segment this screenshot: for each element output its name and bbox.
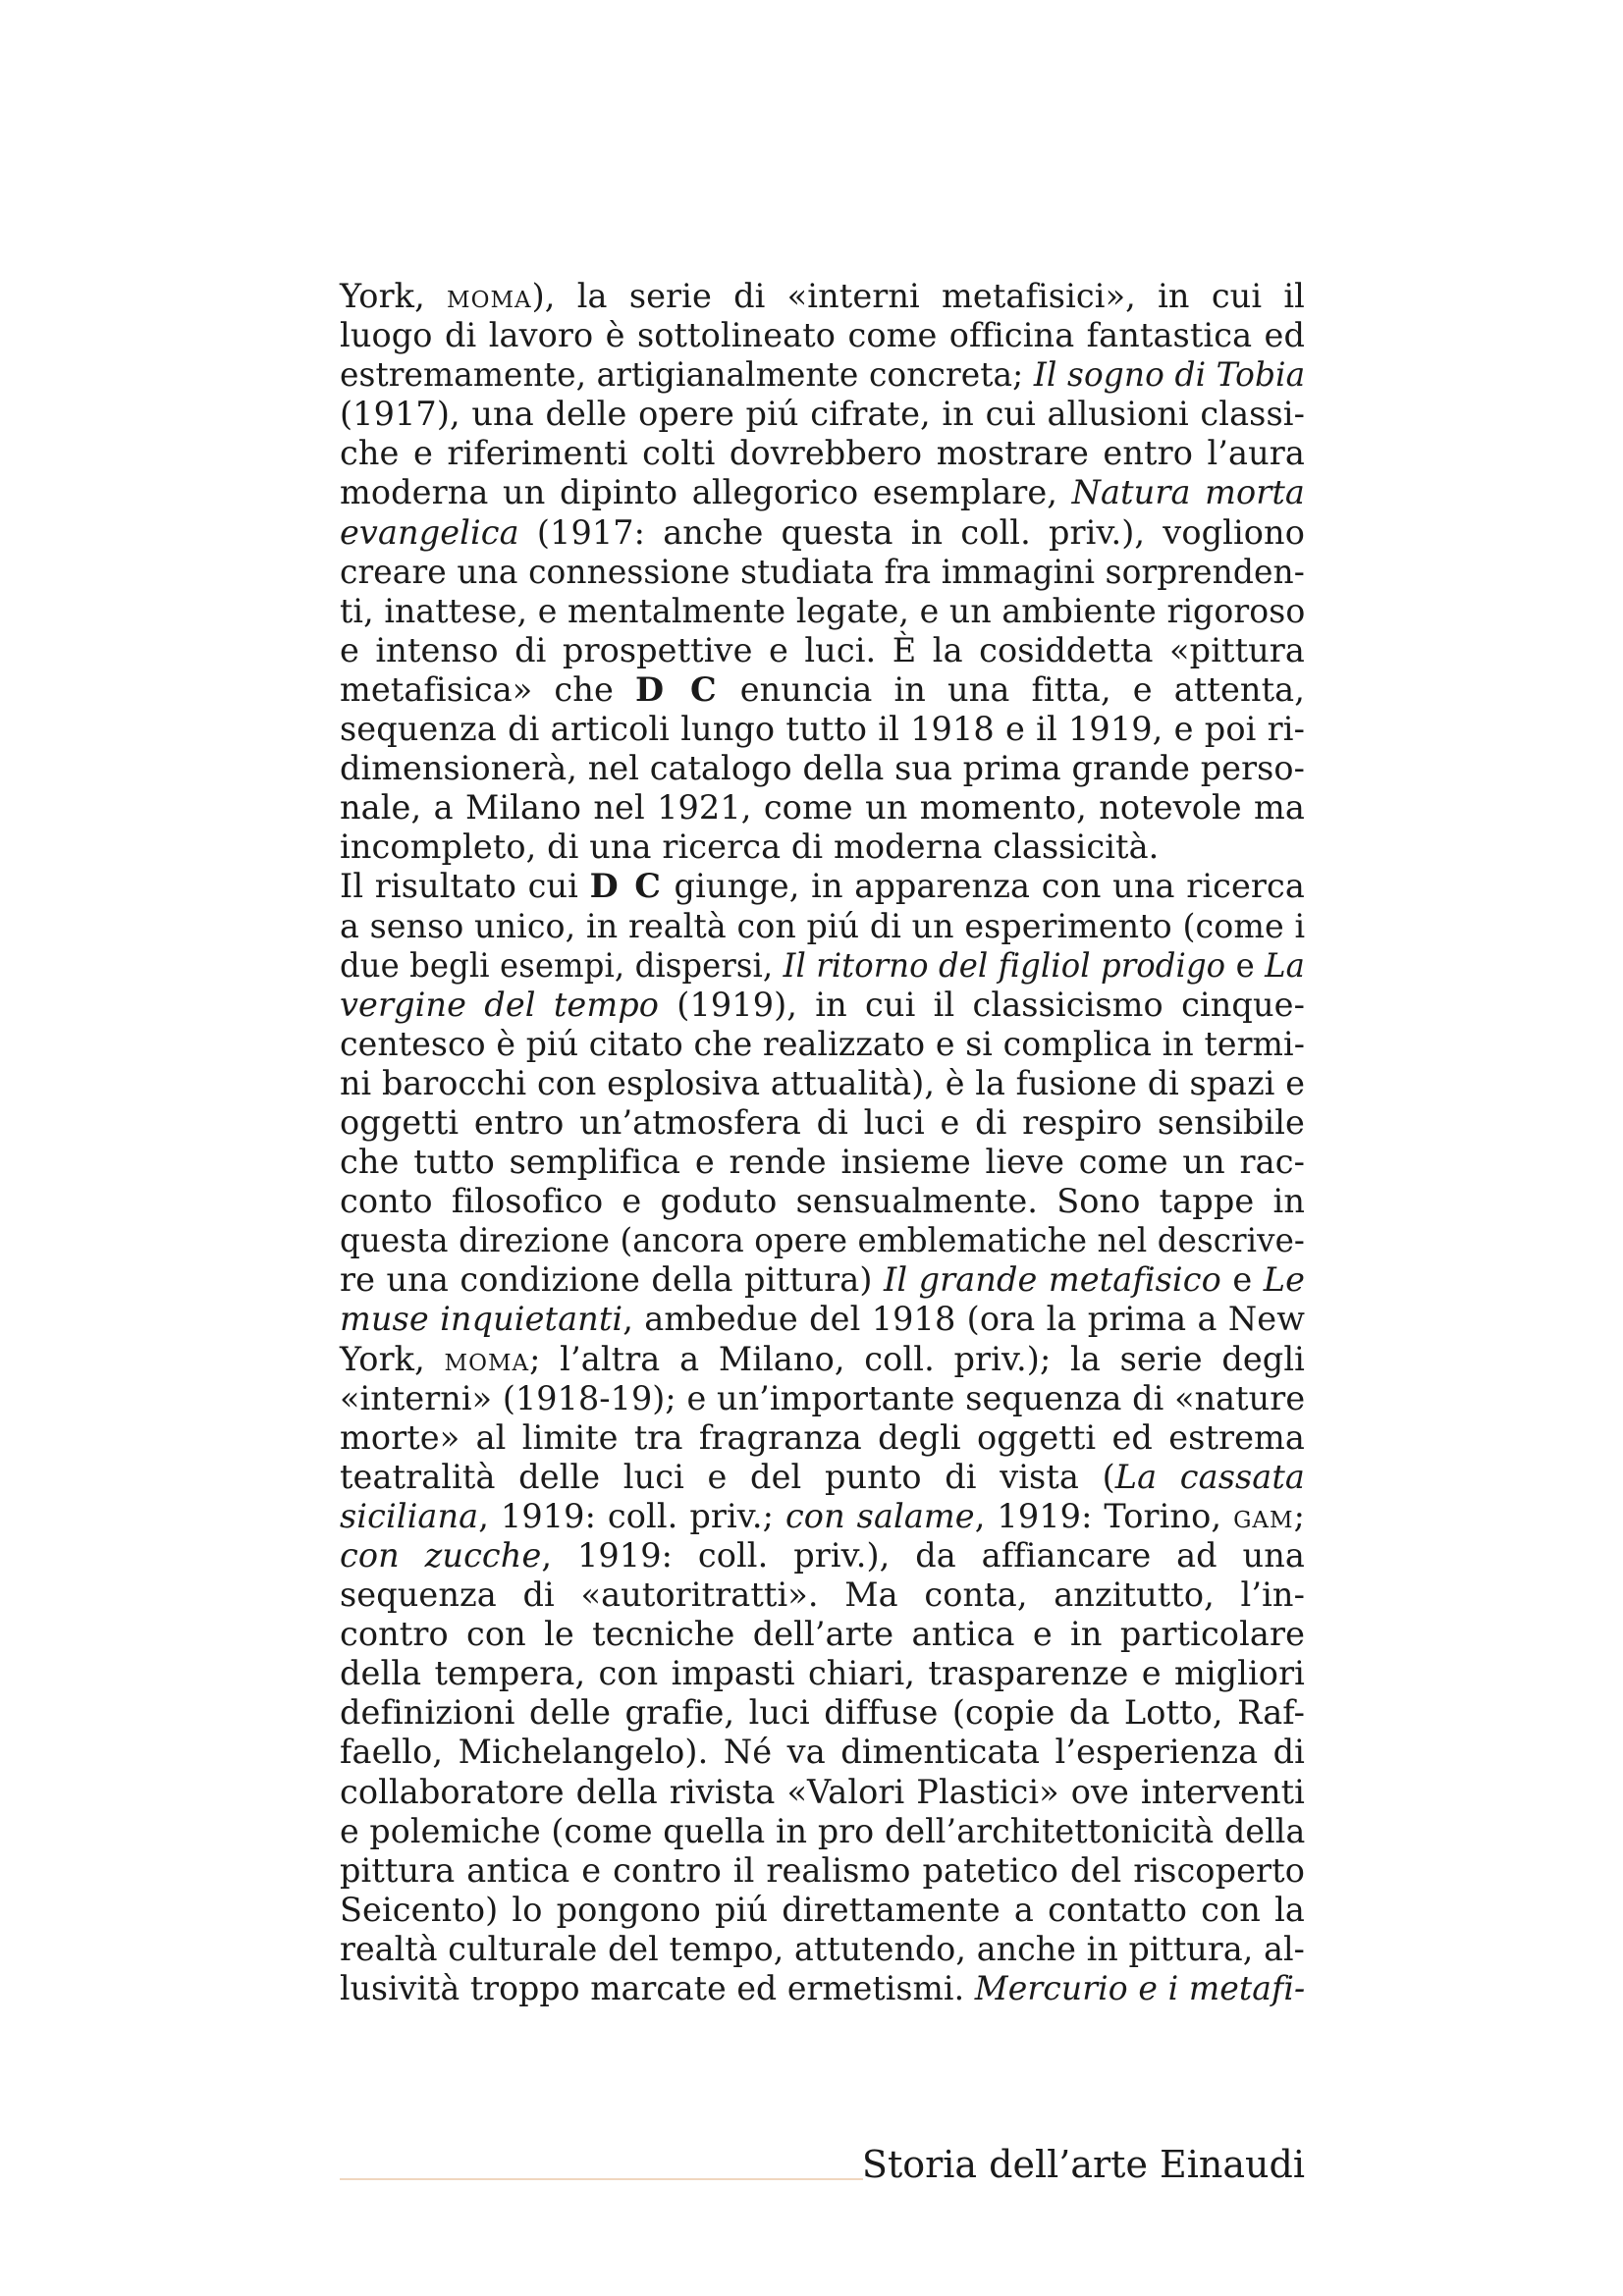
text-line [340, 513, 1305, 553]
text-line [340, 1221, 1305, 1260]
text-run: morte» al limite tra fragranza degli oggetti ed estrema [340, 1417, 1305, 1457]
text-run: definizioni delle grafie, luci diffuse (copie da Lotto, Raf- [340, 1693, 1305, 1733]
text-run: e intenso di prospettive e luci. È la cosiddetta «pittura [340, 630, 1305, 669]
italic-text: Le [1263, 1260, 1305, 1300]
text-run: luogo di lavoro è sottolineato come officina fantastica ed [340, 316, 1305, 355]
text-run: , 1919: coll. priv.), da affiancare ad una [541, 1536, 1305, 1575]
text-run: metafisica» che [340, 669, 635, 709]
text-line [340, 1693, 1305, 1733]
text-line [340, 946, 1305, 986]
text-line [340, 631, 1305, 670]
text-line [340, 1103, 1305, 1143]
text-run: che tutto semplifica e rende insieme lieve come un rac- [340, 1143, 1305, 1182]
text-line [340, 592, 1305, 631]
italic-text: vergine del tempo [340, 985, 660, 1024]
text-line [340, 395, 1305, 434]
text-run: estremamente, artigianalmente concreta; [340, 355, 1034, 395]
italic-text: Natura morta [1071, 473, 1305, 512]
text-run: , ambedue del 1918 (ora la prima a New [622, 1300, 1305, 1339]
italic-text: muse inquietanti [340, 1300, 623, 1339]
bold-text: D C [589, 867, 663, 906]
text-run: , 1919: coll. priv.; [478, 1496, 785, 1535]
text-line [340, 1654, 1305, 1693]
italic-text: Il grande metafisico [883, 1260, 1221, 1300]
text-line [340, 1182, 1305, 1221]
text-line [340, 1025, 1305, 1064]
text-run: Il risultato cui [340, 867, 590, 906]
text-run: York, [340, 1339, 445, 1378]
text-run: moderna un dipinto allegorico esemplare, [340, 473, 1072, 512]
text-run: enuncia in una fitta, e attenta, [718, 669, 1305, 709]
text-line [340, 1458, 1305, 1497]
text-run: (1917), una delle opere piú cifrate, in cui allusioni classi- [340, 395, 1305, 434]
small-caps-text: moma [447, 277, 532, 315]
text-line [340, 316, 1305, 355]
text-line [340, 1733, 1305, 1772]
text-run: ni barocchi con esplosiva attualità), è la fusione di spazi e [340, 1063, 1305, 1102]
text-run: contro con le tecniche dell’arte antica e in particolare [340, 1615, 1305, 1654]
text-run: ; l’altra a Milano, coll. priv.); la serie degli [529, 1339, 1305, 1378]
italic-text: Il sogno di Tobia [1033, 355, 1306, 395]
text-run: collaboratore della rivista «Valori Plastici» ove interventi [340, 1772, 1305, 1811]
text-line [340, 1773, 1305, 1812]
text-run: che e riferimenti colti dovrebbero mostrare entro l’aura [340, 434, 1305, 473]
text-run: realtà culturale del tempo, attutendo, anche in pittura, al- [340, 1929, 1305, 1968]
text-line [340, 1143, 1305, 1182]
small-caps-text: gam [1233, 1496, 1294, 1535]
text-line [340, 1340, 1305, 1379]
text-run: ), la serie di «interni metafisici», in cui il [531, 277, 1305, 315]
text-line [340, 1497, 1305, 1536]
text-run: giunge, in apparenza con una ricerca [662, 867, 1305, 906]
text-run: York, [340, 277, 448, 315]
text-run: nale, a Milano nel 1921, come un momento, notevole ma [340, 788, 1305, 828]
text-line [340, 1260, 1305, 1300]
text-run: (1917: anche questa in coll. priv.), vogliono [518, 512, 1305, 552]
text-line [340, 1575, 1305, 1615]
text-run: oggetti entro un’atmosfera di luci e di respiro sensibile [340, 1102, 1305, 1142]
text-run: ti, inattese, e mentalmente legate, e un ambiente rigoroso [340, 591, 1306, 630]
italic-text: La cassata [1114, 1457, 1305, 1496]
text-line [340, 277, 1305, 316]
text-run: incompleto, di una ricerca di moderna classicità. [340, 828, 1160, 867]
text-line [340, 986, 1305, 1025]
text-run: due begli esempi, dispersi, [340, 945, 784, 985]
text-run: centesco è piú citato che realizzato e si complica in termi- [340, 1024, 1305, 1063]
text-line [340, 355, 1305, 395]
italic-text: con salame [784, 1496, 975, 1535]
italic-text: La [1265, 945, 1305, 985]
text-run: faello, Michelangelo). Né va dimenticata l’esperienza di [340, 1733, 1305, 1772]
text-run: conto filosofico e goduto sensualmente. Sono tappe in [340, 1182, 1305, 1221]
italic-text: con zucche [340, 1536, 542, 1575]
italic-text: evangelica [340, 512, 519, 552]
text-line [340, 1969, 1305, 2008]
bold-text: D C [634, 669, 719, 709]
text-line [340, 1851, 1305, 1891]
italic-text: Il ritorno del figliol prodigo [783, 945, 1226, 985]
text-run: e [1225, 945, 1266, 985]
text-line [340, 1418, 1305, 1458]
text-run: pittura antica e contro il realismo patetico del riscoperto [340, 1850, 1305, 1890]
italic-text: Mercurio e i metafi- [974, 1969, 1306, 2008]
text-line [340, 1300, 1305, 1339]
text-run: teatralità delle luci e del punto di vista ( [340, 1457, 1115, 1496]
text-run: dimensionerà, nel catalogo della sua prima grande perso- [340, 749, 1305, 788]
text-line [340, 907, 1305, 946]
text-run: e [1220, 1260, 1264, 1300]
text-line [340, 1891, 1305, 1930]
footer [340, 2140, 1305, 2189]
text-line [340, 867, 1305, 906]
text-run: della tempera, con impasti chiari, trasparenze e migliori [340, 1654, 1305, 1693]
text-line [340, 1615, 1305, 1654]
text-run: lusività troppo marcate ed ermetismi. [340, 1969, 975, 2008]
text-run: ; [1293, 1496, 1305, 1535]
text-run: e polemiche (come quella in pro dell’architettonicità della [340, 1811, 1306, 1850]
text-run: sequenza di «autoritratti». Ma conta, anzitutto, l’in- [340, 1575, 1305, 1615]
text-run: re una condizione della pittura) [340, 1260, 884, 1300]
body-text [340, 277, 1305, 2008]
footer-rule [340, 2178, 863, 2180]
footer-title: Storia dell’arte Einaudi [861, 2143, 1305, 2186]
text-line [340, 434, 1305, 473]
text-line [340, 1930, 1305, 1969]
text-line [340, 1064, 1305, 1103]
text-line [340, 828, 1305, 867]
text-line [340, 749, 1305, 788]
text-line [340, 553, 1305, 592]
text-run: questa direzione (ancora opere emblematiche nel descrive- [340, 1221, 1305, 1260]
text-run: sequenza di articoli lungo tutto il 1918 e il 1919, e poi ri- [340, 710, 1305, 749]
small-caps-text: moma [444, 1339, 530, 1378]
text-run: Seicento) lo pongono piú direttamente a contatto con la [340, 1890, 1305, 1929]
text-run: (1919), in cui il classicismo cinque- [659, 985, 1305, 1024]
text-line [340, 1379, 1305, 1418]
text-line [340, 788, 1305, 828]
text-run: , 1919: Torino, [974, 1496, 1234, 1535]
text-line [340, 473, 1305, 512]
text-line [340, 710, 1305, 749]
text-run: a senso unico, in realtà con piú di un esperimento (come i [340, 906, 1306, 945]
text-line [340, 1536, 1305, 1575]
text-line [340, 670, 1305, 710]
italic-text: siciliana [340, 1496, 479, 1535]
text-run: creare una connessione studiata fra immagini sorprenden- [340, 552, 1305, 591]
text-run: «interni» (1918-19); e un’importante sequenza di «nature [340, 1378, 1306, 1417]
text-line [340, 1812, 1305, 1851]
